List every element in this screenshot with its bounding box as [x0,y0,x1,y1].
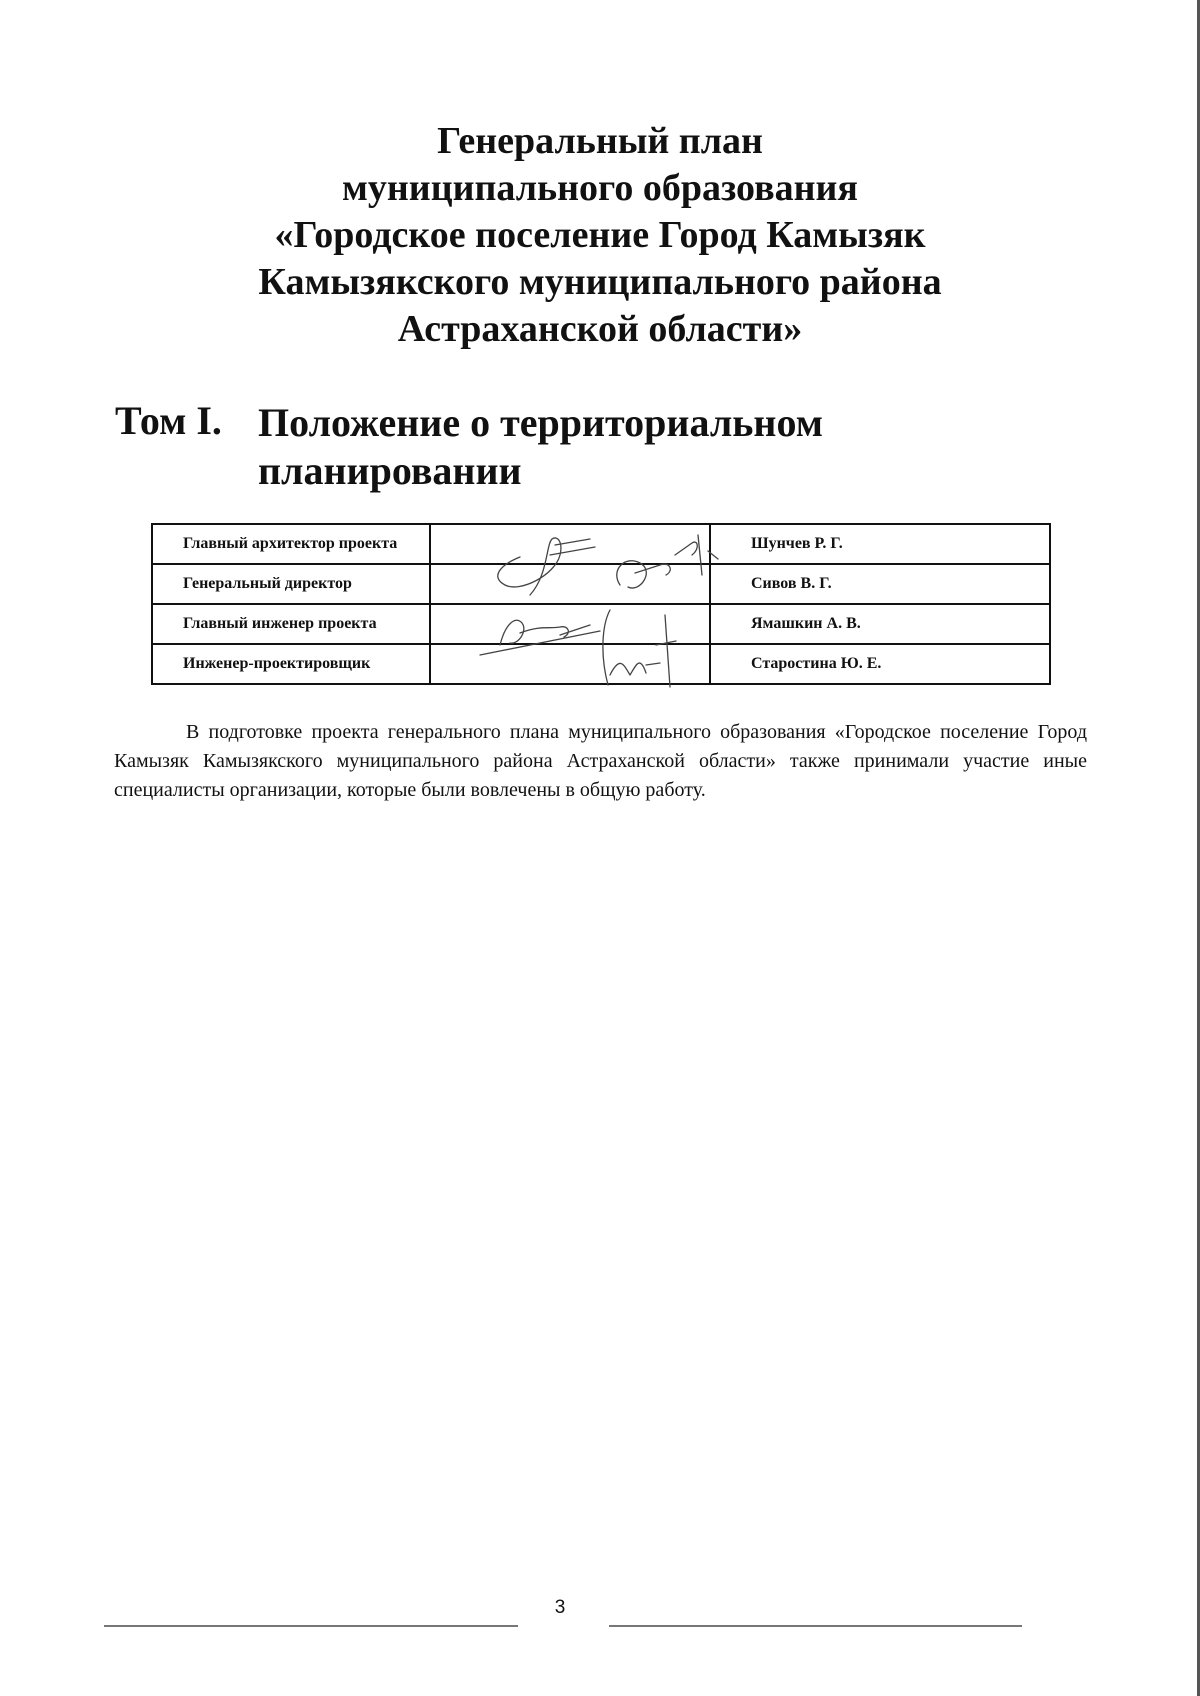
title-line: «Городское поселение Город Камызяк [274,214,926,256]
title-line: Генеральный план [437,120,763,162]
volume-title: Положение о территориальном планировании [258,400,823,493]
signature-cell [430,604,710,644]
table-row [152,564,1050,604]
table-row [152,644,1050,684]
table-row [152,524,1050,564]
author-role: Инженер-проектировщик [152,644,430,684]
table-row [152,604,1050,644]
author-role: Главный инженер проекта [152,604,430,644]
body-paragraph: В подготовке проекта генерального плана муниципального образования «Городское поселение Город Камызяк Камызякского муниципального района Астраханской области» также принимали участие иные специалисты организации, которые были вовлечены в общую работу. [114,721,1087,801]
signature-cell [430,564,710,604]
title-line: Астраханской области» [397,308,803,350]
author-name: Старостина Ю. Е. [710,644,1050,684]
author-role: Генеральный директор [152,564,430,604]
author-name: Ямашкин А. В. [710,604,1050,644]
page-number: 3 [554,1597,566,1618]
author-name: Шунчев Р. Г. [710,524,1050,564]
title-line: муниципального образования [342,167,858,209]
signature-cell [430,524,710,564]
author-name: Сивов В. Г. [710,564,1050,604]
footer-rule-right [609,1625,1022,1627]
volume-label: Том I. [115,398,222,443]
document-title [0,118,1200,353]
author-role: Главный архитектор проекта [152,524,430,564]
signature-cell [430,644,710,684]
title-line: Камызякского муниципального района [258,261,942,303]
authors-table [151,523,1051,685]
footer-rule-left [104,1625,518,1627]
